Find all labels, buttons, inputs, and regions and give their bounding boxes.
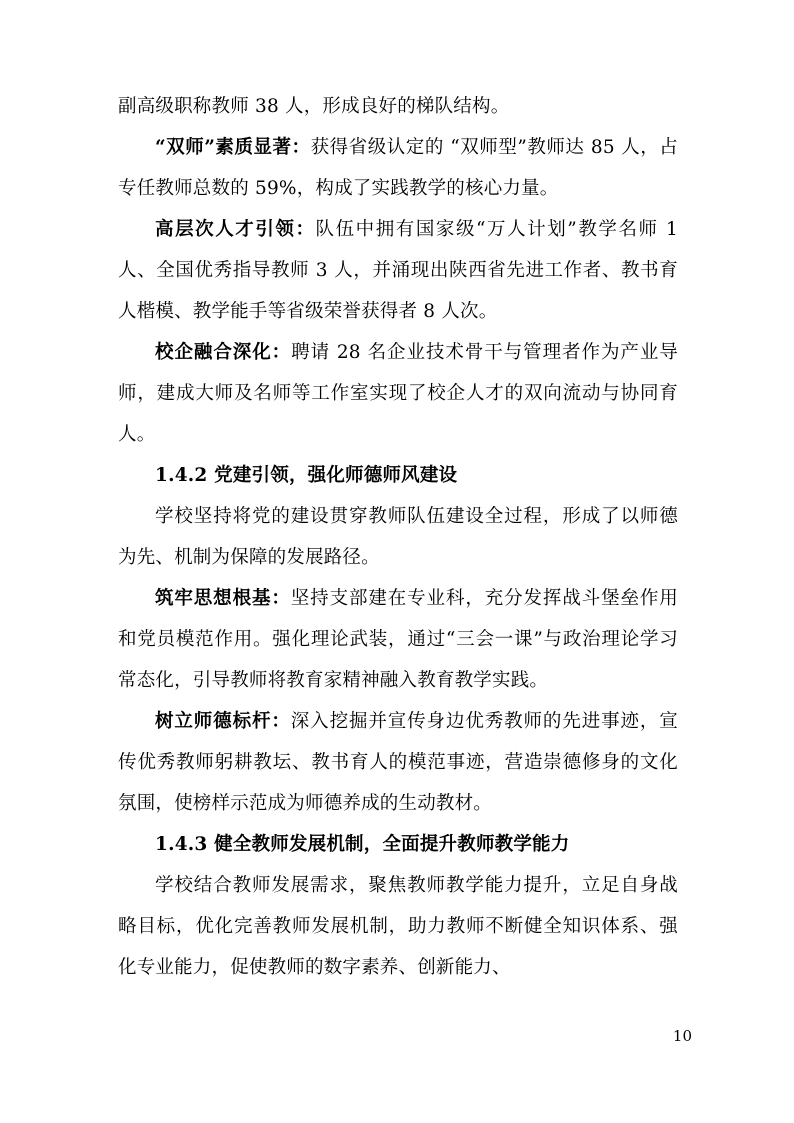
section-heading-1-4-2: 1.4.2 党建引领，强化师德师风建设 bbox=[155, 465, 458, 486]
paragraph-lead: 高层次人才引领： bbox=[155, 219, 316, 240]
paragraph-text: 深入挖掘并宣传身边优秀教师的先进事迹，宣传优秀教师躬耕教坛、教书育人的模范事迹，营造崇德修身的文化氛围，使榜样示范成为师德养成的生动教材。 bbox=[118, 711, 678, 814]
paragraph bbox=[118, 127, 678, 209]
paragraph-lead: 树立师德标杆： bbox=[155, 711, 291, 732]
paragraph-text: 聘请 28 名企业技术骨干与管理者作为产业导师，建成大师及名师等工作室实现了校企人才的双向流动与协同育人。 bbox=[118, 342, 678, 445]
paragraph bbox=[118, 209, 678, 332]
paragraph bbox=[118, 701, 678, 824]
paragraph-lead: 筑牢思想根基： bbox=[155, 588, 291, 609]
paragraph: 学校结合教师发展需求，聚焦教师教学能力提升，立足自身战略目标，优化完善教师发展机制，助力教师不断健全知识体系、强化专业能力，促使教师的数字素养、创新能力、 bbox=[118, 875, 678, 978]
paragraph bbox=[118, 332, 678, 455]
paragraph-text: 获得省级认定的 “双师型”教师达 85 人，占专任教师总数的 59%，构成了实践教学的核心力量。 bbox=[118, 137, 679, 199]
paragraph-text: 坚持支部建在专业科，充分发挥战斗堡垒作用和党员模范作用。强化理论武装，通过“三会一课”与政治理论学习常态化，引导教师将教育家精神融入教育教学实践。 bbox=[118, 588, 678, 691]
document-body bbox=[118, 86, 678, 988]
paragraph bbox=[118, 578, 678, 701]
paragraph: 学校坚持将党的建设贯穿教师队伍建设全过程，形成了以师德为先、机制为保障的发展路径。 bbox=[118, 506, 678, 568]
section-heading-1-4-3: 1.4.3 健全教师发展机制，全面提升教师教学能力 bbox=[155, 834, 570, 855]
page-number: 10 bbox=[672, 1027, 692, 1045]
paragraph: 副高级职称教师 38 人，形成良好的梯队结构。 bbox=[118, 96, 510, 117]
paragraph-text: 队伍中拥有国家级“万人计划”教学名师 1 人、全国优秀指导教师 3 人，并涌现出陕西省先进工作者、教书育人楷模、教学能手等省级荣誉获得者 8 人次。 bbox=[118, 219, 678, 322]
paragraph-lead: 校企融合深化： bbox=[155, 342, 292, 363]
paragraph-lead: “双师”素质显著： bbox=[155, 137, 311, 158]
